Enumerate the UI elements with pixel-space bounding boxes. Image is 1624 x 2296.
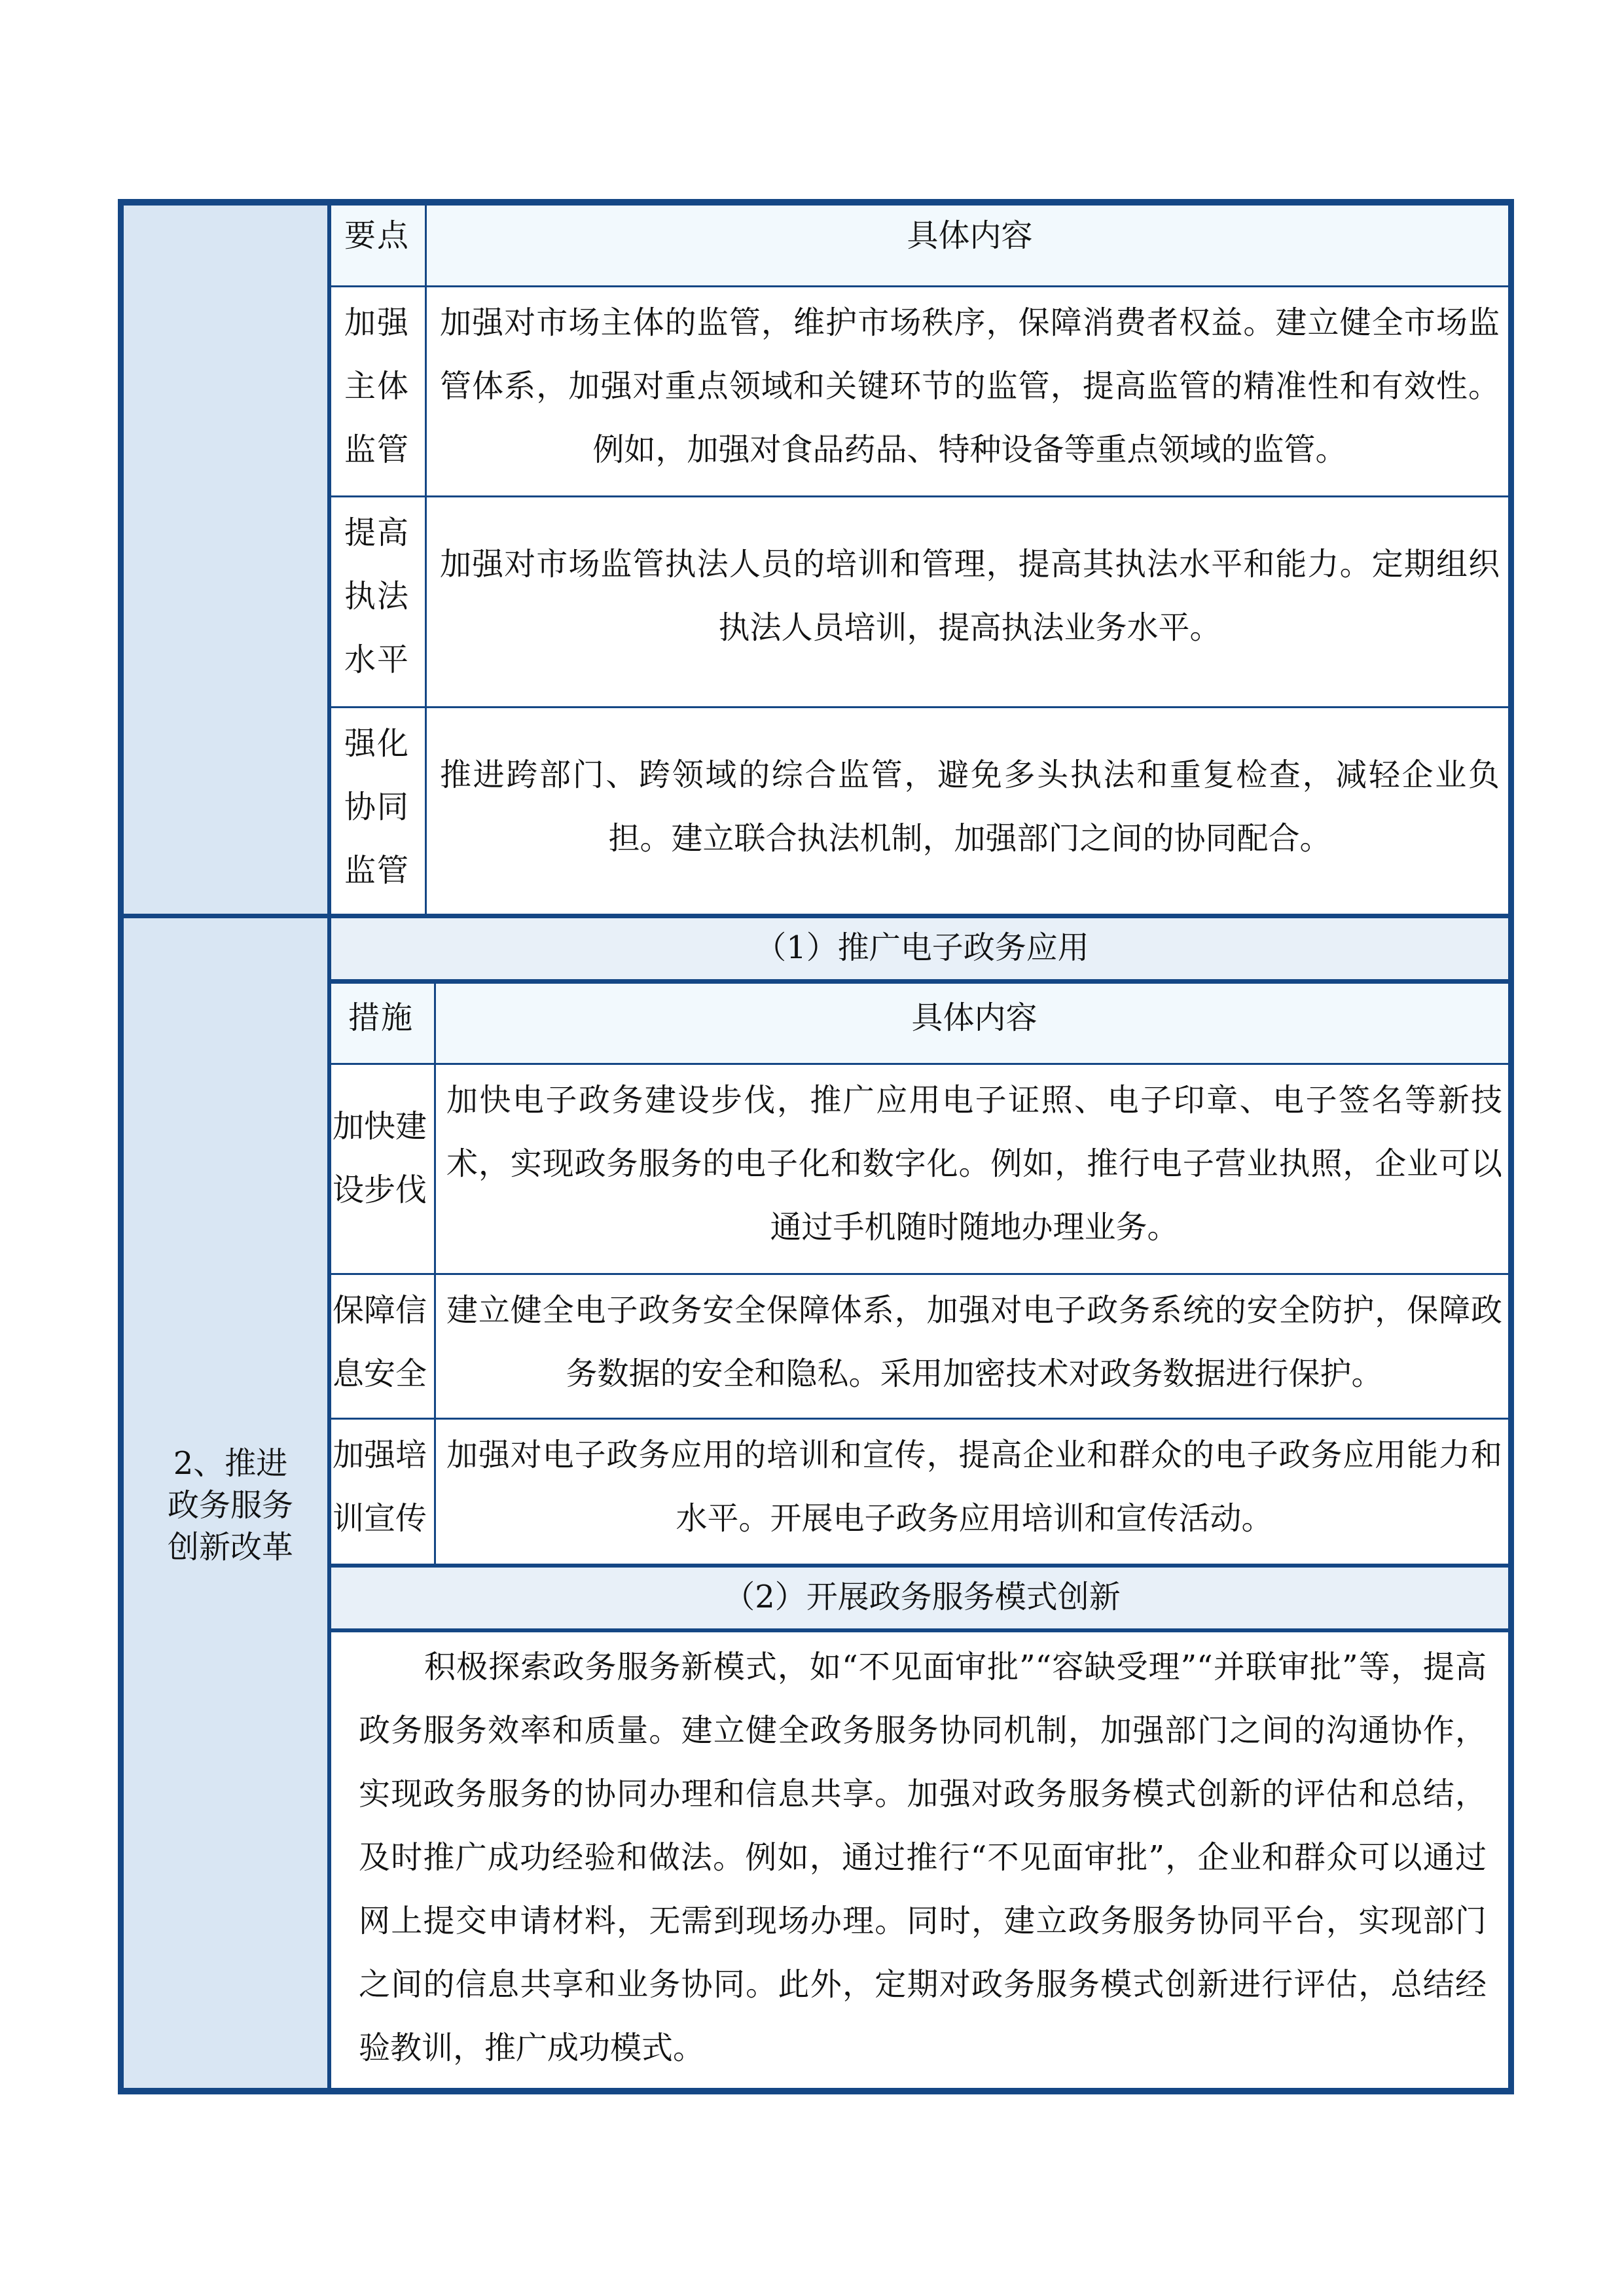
table-border-left	[118, 199, 124, 2094]
section1-row-content: 加强对市场监管执法人员的培训和管理，提高其执法水平和能力。定期组织执法人员培训，提高执法业务水平。	[440, 546, 1500, 646]
sub1-title-divider	[330, 979, 1514, 984]
sub2-title-divider-bottom	[330, 1628, 1514, 1632]
sub2-content: 积极探索政务服务新模式，如“不见面审批”“容缺受理”“并联审批”等，提高政务服务效率和质量。建立健全政务服务协同机制，加强部门之间的沟通协作，实现政务服务的协同办理和信息共享。加强对政务服务模式创新的评估和总结，及时推广成功经验和做法。例如，通过推行“不见面审批”，企业和群众可以通过网上提交申请材料，无需到现场办理。同时，建立政务服务协同平台，实现部门之间的信息共享和业务协同。此外，定期对政务服务模式创新进行评估，总结经验教训，推广成功模式。	[359, 1649, 1487, 2066]
sub1-row-content: 加强对电子政务应用的培训和宣传，提高企业和群众的电子政务应用能力和水平。开展电子政务应用培训和宣传活动。	[446, 1437, 1502, 1537]
row-line	[330, 285, 1508, 287]
row-line	[330, 706, 1508, 708]
sub1-title: （1）推广电子政务应用	[330, 916, 1514, 981]
sub1-header-content: 具体内容	[435, 981, 1514, 1064]
section1-row-label: 提高执法水平	[344, 514, 410, 678]
row-line	[330, 1418, 1508, 1420]
section1-row-label: 加强主体监管	[344, 304, 410, 468]
sub1-row-content: 加快电子政务建设步伐，推广应用电子证照、电子印章、电子签名等新技术，实现政务服务的电子化和数字化。例如，推行电子营业执照，企业可以通过手机随时随地办理业务。	[446, 1082, 1502, 1246]
section1-header-key: 要点	[330, 199, 425, 286]
sub2-title: （2）开展政务服务模式创新	[330, 1566, 1514, 1630]
section2-title: 2、推进政务服务创新改革	[167, 1445, 293, 1566]
row-line	[330, 495, 1508, 497]
sub1-row-label-cell	[330, 1064, 435, 1274]
sub1-row-label: 加快建设步伐	[333, 1107, 427, 1208]
sub2-title-divider-top	[330, 1564, 1514, 1568]
section1-row-content: 加强对市场主体的监管，维护市场秩序，保障消费者权益。建立健全市场监管体系，加强对重点领域和关键环节的监管，提高监管的精准性和有效性。例如，加强对食品药品、特种设备等重点领域的监管。	[440, 304, 1500, 468]
section2-title-cell	[118, 916, 330, 2094]
row-line	[330, 1063, 1508, 1065]
section1-column-line	[425, 206, 427, 914]
sub1-row-label: 加强培训宣传	[333, 1437, 427, 1537]
sub1-header-key: 措施	[330, 981, 435, 1064]
section1-left-cell	[118, 199, 330, 916]
section1-row-content: 推进跨部门、跨领域的综合监管，避免多头执法和重复检查，减轻企业负担。建立联合执法机制，加强部门之间的协同配合。	[440, 757, 1500, 857]
sub1-row-content: 建立健全电子政务安全保障体系，加强对电子政务系统的安全防护，保障政务数据的安全和隐私。采用加密技术对政务数据进行保护。	[446, 1292, 1502, 1392]
section-divider	[118, 914, 1514, 918]
table-border-right	[1508, 199, 1514, 2094]
sub1-row-label: 保障信息安全	[333, 1292, 427, 1392]
section1-row-label: 强化协同监管	[344, 725, 410, 889]
left-column-divider	[327, 199, 331, 2094]
row-line	[330, 1273, 1508, 1275]
section1-header-content: 具体内容	[425, 199, 1514, 286]
